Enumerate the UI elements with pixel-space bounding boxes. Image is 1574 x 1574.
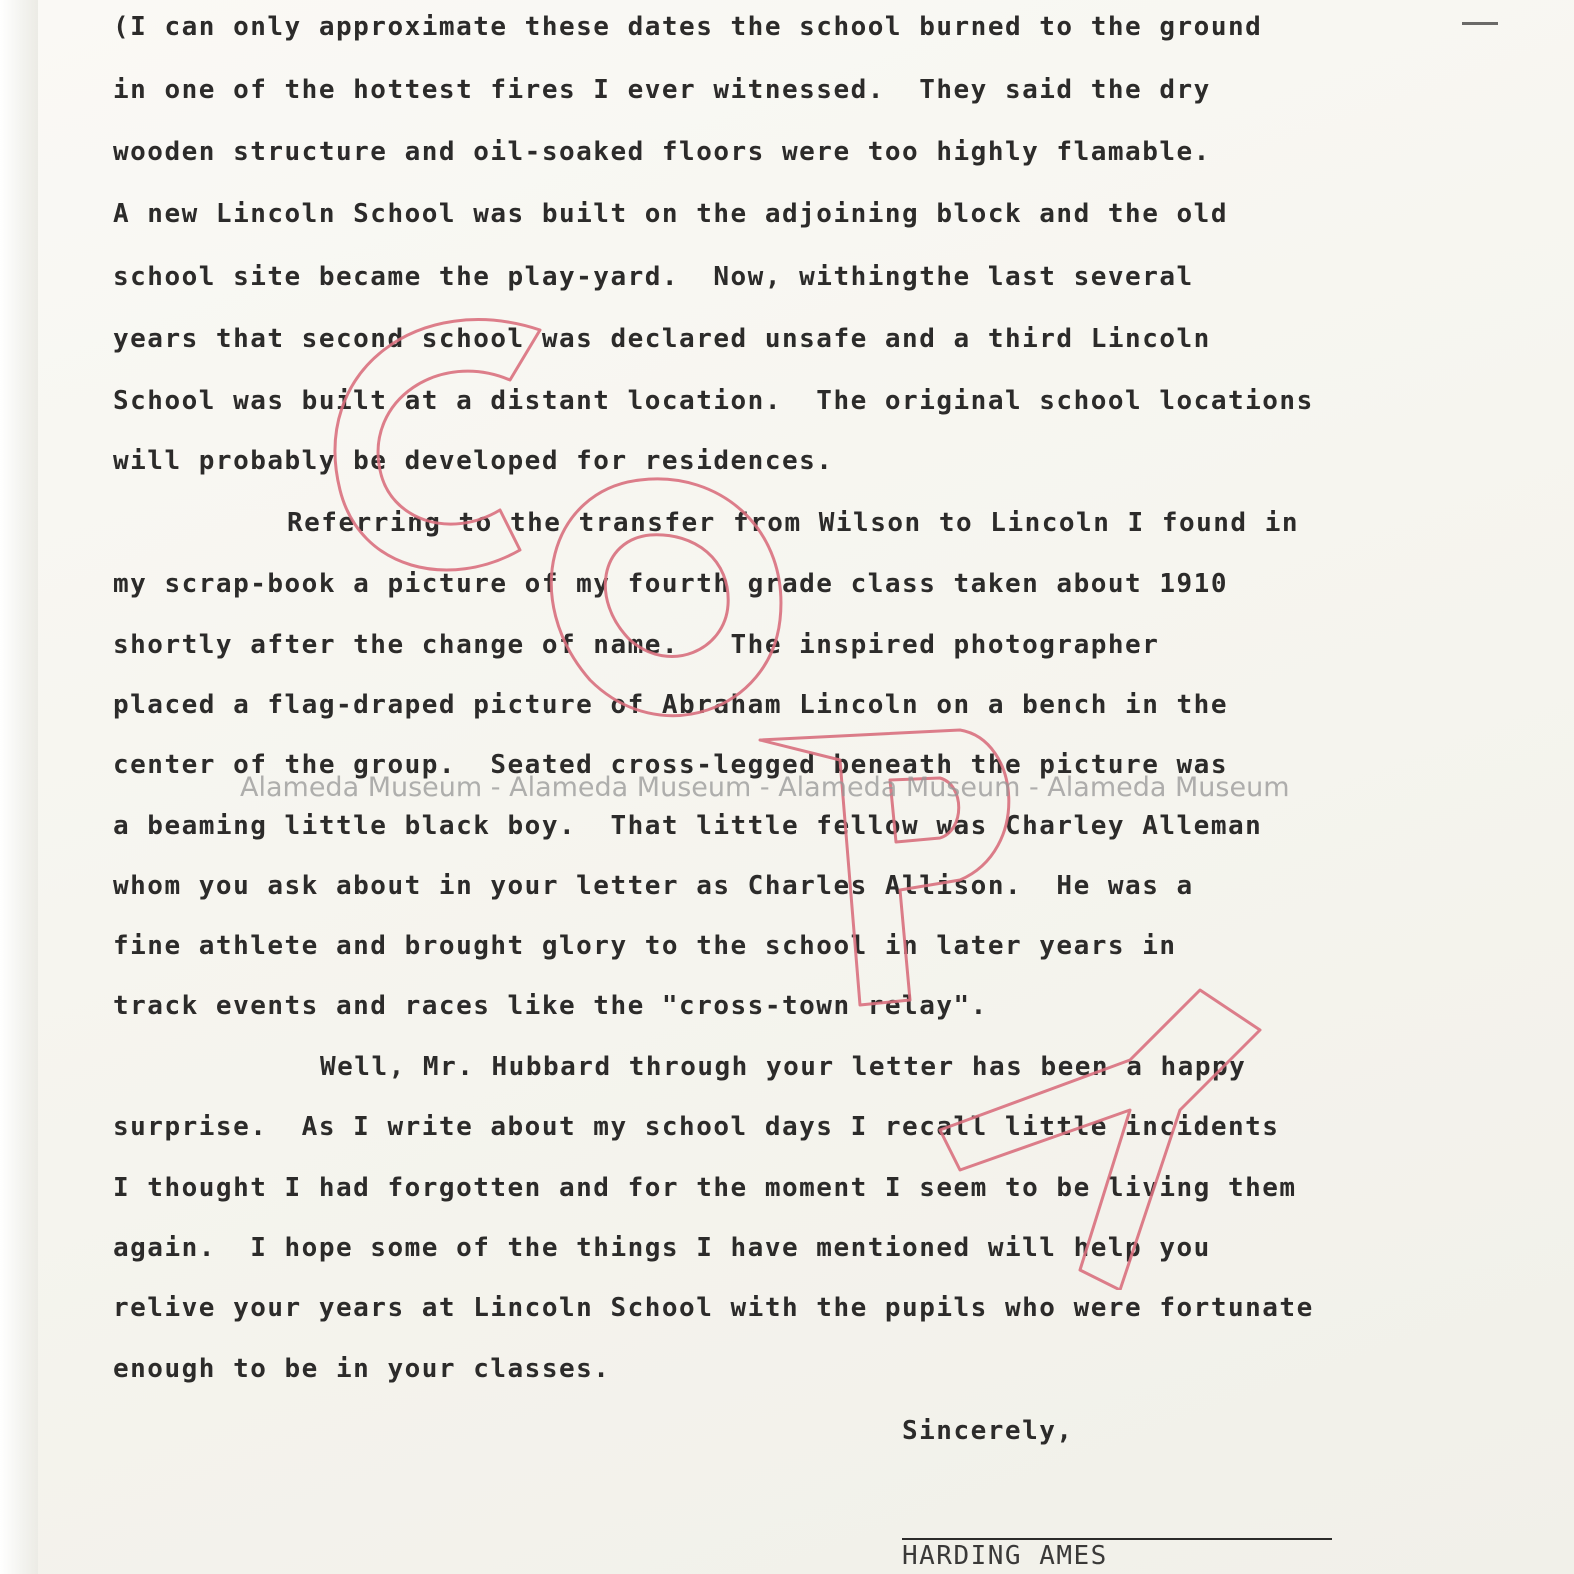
museum-watermark: Alameda Museum - Alameda Museum - Alameda Museum - Alameda Museum xyxy=(240,772,1290,803)
letter-line: center of the group. Seated cross-legged beneath the picture was xyxy=(113,750,1228,780)
letter-line: Well, Mr. Hubbard through your letter has been a happy xyxy=(320,1052,1247,1082)
letter-line: years that second school was declared unsafe and a third Lincoln xyxy=(113,324,1211,354)
letter-line: wooden structure and oil-soaked floors were too highly flamable. xyxy=(113,137,1211,167)
letter-line: A new Lincoln School was built on the adjoining block and the old xyxy=(113,199,1228,229)
letter-line: School was built at a distant location. The original school locations xyxy=(113,386,1314,416)
letter-line: a beaming little black boy. That little fellow was Charley Alleman xyxy=(113,811,1263,841)
letter-closing: Sincerely, xyxy=(902,1416,1074,1446)
signature-name: HARDING AMES xyxy=(902,1541,1108,1571)
letter-line: will probably be developed for residences. xyxy=(113,446,834,476)
letter-line: again. I hope some of the things I have mentioned will help you xyxy=(113,1233,1211,1263)
letter-line: in one of the hottest fires I ever witnessed. They said the dry xyxy=(113,75,1211,105)
letter-line: surprise. As I write about my school days I recall little incidents xyxy=(113,1112,1280,1142)
letter-line: shortly after the change of name. The inspired photographer xyxy=(113,630,1160,660)
letter-line: (I can only approximate these dates the school burned to the ground xyxy=(113,12,1263,42)
letter-line: school site became the play-yard. Now, withingthe last several xyxy=(113,262,1194,292)
signature-line xyxy=(902,1538,1332,1540)
letter-line: Referring to the transfer from Wilson to Lincoln I found in xyxy=(287,508,1300,538)
letter-line: enough to be in your classes. xyxy=(113,1354,611,1384)
letter-line: my scrap-book a picture of my fourth grade class taken about 1910 xyxy=(113,569,1228,599)
letter-line: placed a flag-draped picture of Abraham Lincoln on a bench in the xyxy=(113,690,1228,720)
letter-line: whom you ask about in your letter as Charles Allison. He was a xyxy=(113,871,1194,901)
letter-line: I thought I had forgotten and for the moment I seem to be living them xyxy=(113,1173,1297,1203)
letter-line: track events and races like the "cross-town relay". xyxy=(113,991,988,1021)
letter-line: fine athlete and brought glory to the school in later years in xyxy=(113,931,1177,961)
letter-line: relive your years at Lincoln School with the pupils who were fortunate xyxy=(113,1293,1314,1323)
